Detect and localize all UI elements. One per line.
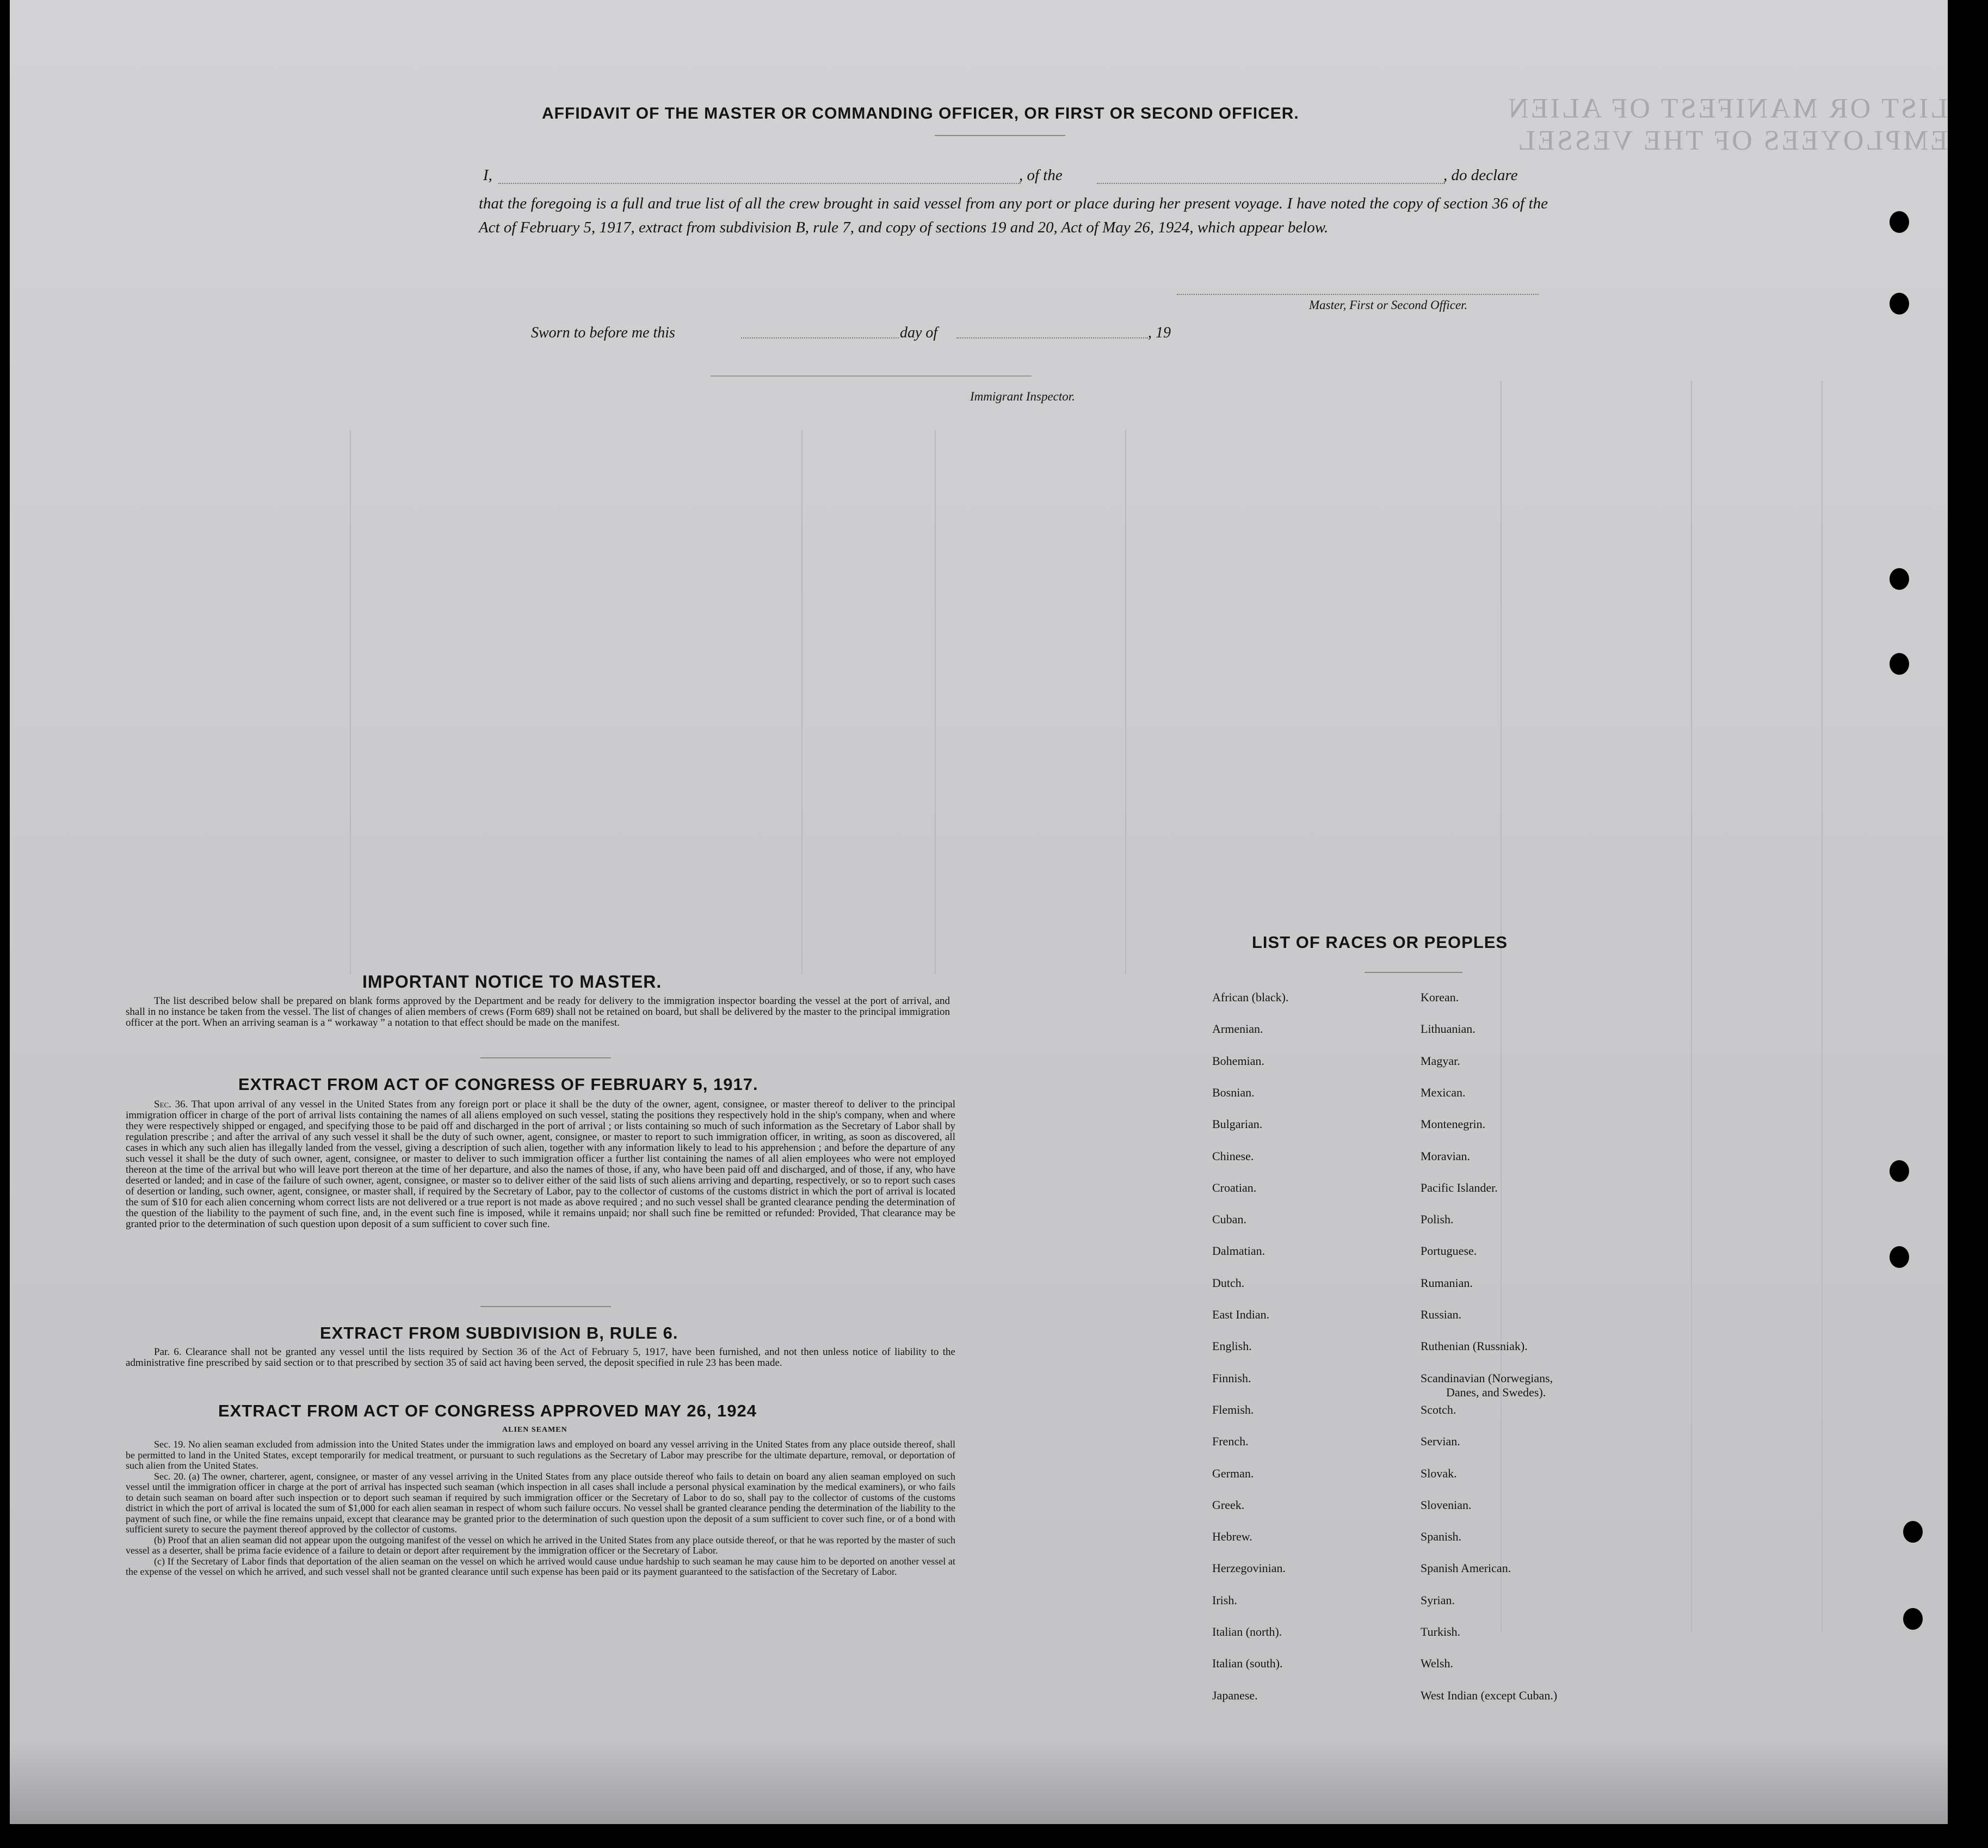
document-page <box>10 0 1948 1824</box>
sworn-day-line[interactable] <box>741 337 899 338</box>
race-list-item: West Indian (except Cuban.) <box>1421 1688 1558 1702</box>
race-list-item: Chinese. <box>1212 1149 1254 1163</box>
punch-hole <box>1903 1608 1923 1630</box>
bleed-through-column-rule <box>935 430 936 974</box>
race-list-item: Rumanian. <box>1421 1276 1473 1290</box>
affidavit-body: that the foregoing is a full and true list of all the crew brought in said vessel from any port or place during her present voyage. I have noted the copy of section 36 of the Act of February 5, 1917, extract from subdivision B, rule 7, and copy of sections 19 and 20, Act of May 26, 1924, which appear below. <box>479 195 1548 236</box>
extract-1917-title: EXTRACT FROM ACT OF CONGRESS OF FEBRUARY 5, 1917. <box>238 1075 758 1094</box>
race-list-item: Lithuanian. <box>1421 1022 1475 1036</box>
race-list-item: Dutch. <box>1212 1276 1245 1290</box>
section-36-paragraph <box>126 1099 955 1230</box>
year-label: , 19 <box>1148 324 1171 341</box>
race-list-item: Magyar. <box>1421 1054 1460 1068</box>
race-list-item: Pacific Islander. <box>1421 1180 1498 1194</box>
race-list-item: Bosnian. <box>1212 1085 1255 1099</box>
declarant-name-line[interactable] <box>498 183 1021 184</box>
race-list-item: Hebrew. <box>1212 1530 1252 1544</box>
bleed-through-column-rule <box>1125 430 1126 974</box>
alien-seamen-subtitle: ALIEN SEAMEN <box>502 1426 567 1434</box>
race-list-item: Japanese. <box>1212 1688 1258 1702</box>
race-list-item: Syrian. <box>1421 1593 1455 1607</box>
punch-hole <box>1890 211 1909 233</box>
race-list-item: Greek. <box>1212 1498 1245 1512</box>
master-signature-caption: Master, First or Second Officer. <box>1309 298 1468 312</box>
race-list-item: East Indian. <box>1212 1308 1270 1321</box>
affidavit-i-label: I, <box>483 167 492 184</box>
race-list-item: Scandinavian (Norwegians, <box>1421 1371 1553 1385</box>
extract-1924-body <box>126 1439 955 1578</box>
race-list-item: Polish. <box>1421 1212 1454 1227</box>
section-20a-paragraph: Sec. 20. (a) The owner, charterer, agent, consignee, or master of any vessel arriving in the United States from any place outside thereof who fails to detain on board any alien seaman employed on such vessel until the immigration officer in charge at the port of arrival has inspected such seaman (which inspection in all cases shall include a personal physical examination by the medical examiners), or who fails to detain such seaman on board after such inspection or to deport such seaman if required by such immigration officer or the Secretary of Labor to do so, shall pay to the collector of customs of the customs district in which the port of arrival is located the sum of $1,000 for each alien seaman in respect of whom such failure occurs. No vessel shall be granted clearance pending the determination of the liability to the payment of such fine, or while the fine remains unpaid, except that clearance may be granted prior to the determination of such question upon the deposit of a sum sufficient to cover such fine, or of a bond with sufficient surety to secure the payment thereof approved by the collector of customs. <box>126 1470 955 1535</box>
race-list-item: Flemish. <box>1212 1402 1254 1416</box>
day-of-label: day of <box>900 324 938 341</box>
race-list-item: French. <box>1212 1434 1249 1449</box>
punch-hole <box>1890 653 1909 675</box>
section-20b-paragraph: (b) Proof that an alien seaman did not appear upon the outgoing manifest of the vessel on which he arrived in the United States from any place outside thereof, or that he was reported by the master of such vessel as a deserter, shall be prima facie evidence of a failure to detain or deport after requirement by the immigration officer or the Secretary of Labor. <box>126 1534 955 1556</box>
race-list-item: Montenegrin. <box>1421 1117 1486 1131</box>
race-list-item: Russian. <box>1421 1308 1462 1321</box>
bleed-through-column-rule <box>801 430 802 974</box>
race-list-item: Servian. <box>1421 1434 1460 1449</box>
races-title-rule <box>1365 972 1462 973</box>
race-list-item: African (black). <box>1212 990 1289 1004</box>
inspector-signature-line[interactable] <box>711 375 1032 377</box>
section-36-label: Sec. 36. <box>154 1099 188 1110</box>
race-list-item: Italian (south). <box>1212 1656 1283 1671</box>
punch-hole <box>1890 1160 1909 1182</box>
punch-hole <box>1890 1246 1909 1268</box>
race-list-item: Herzegovinian. <box>1212 1561 1286 1575</box>
race-list-item: Cuban. <box>1212 1212 1246 1227</box>
race-list-item: Spanish American. <box>1421 1561 1511 1575</box>
sworn-month-line[interactable] <box>956 337 1148 338</box>
bleed-through-column-rule <box>350 430 351 974</box>
race-list-item: Mexican. <box>1421 1085 1466 1099</box>
section-20c-paragraph: (c) If the Secretary of Labor finds that deportation of the alien seaman on the vessel on which he arrived would cause undue hardship to such seaman he may cause him to be deported on another vessel at the expense of the vessel on which he arrived, and such vessel shall not be granted clearance until such expense has been paid or its payment guaranteed to the satisfaction of the Secretary of Labor. <box>126 1555 955 1577</box>
race-list-item: Scotch. <box>1421 1402 1456 1416</box>
race-list-item: Korean. <box>1421 990 1459 1004</box>
race-list-item: German. <box>1212 1466 1254 1480</box>
affidavit-of-the: , of the <box>1019 167 1063 184</box>
race-list-item: Finnish. <box>1212 1371 1251 1385</box>
section-36-text: That upon arrival of any vessel in the United States from any foreign port or place it shall be the duty of the owner, agent, consignee, or master thereof to deliver to the principal immigration officer in charge of the port of arrival lists containing the names of all aliens employed on such vessel, stating the positions they respectively hold in the ship's company, when and where they were respectively shipped or engaged, and specifying those to be paid off and discharged in the port of arrival ; or lists containing so much of such information as the Secretary of Labor shall by regulation prescribe ; and after the arrival of any such vessel it shall be the duty of such owner, agent, consignee, or master to report to such immigration officer, in writing, as soon as discovered, all cases in which any such alien has illegally landed from the vessel, giving a description of such alien, together with any information likely to lead to his apprehension ; and before the departure of any such vessel it shall be the duty of such owner, agent, consignee, or master to deliver to such immigration officer a further list containing the names of all alien employees who were not employed thereon at the time of the arrival but who will leave port thereon at the time of her departure, and also the names of those, if any, who have been paid off and discharged, and of those, if any, who have deserted or landed; and in case of the failure of such owner, agent, consignee, or master so to deliver either of the said lists of such aliens arriving and departing, respectively, or so to report such cases of desertion or landing, such owner, agent, consignee, or master shall, if required by the Secretary of Labor, pay to the collector of customs of the customs district in which the port of arrival is located the sum of $10 for each alien concerning whom correct lists are not delivered or a true report is not made as above required ; and no such vessel shall be granted clearance pending the determination of the question of the liability to the payment of such fine, and, in the event such fine is imposed, while it remains unpaid; nor shall such fine be remitted or refunded: Provided, That clearance may be granted prior to the determination of such question upon deposit of a sum sufficient to cover such fine. <box>126 1099 955 1230</box>
master-signature-line[interactable] <box>1177 294 1539 295</box>
race-list-item: Irish. <box>1212 1593 1237 1607</box>
section-divider <box>480 1306 611 1307</box>
bleed-through-column-rule <box>1691 381 1692 1633</box>
punch-hole <box>1890 568 1909 590</box>
race-list-item: Italian (north). <box>1212 1625 1282 1638</box>
rule-6-title: EXTRACT FROM SUBDIVISION B, RULE 6. <box>320 1323 678 1342</box>
race-list-item: Moravian. <box>1421 1149 1471 1163</box>
section-divider <box>480 1057 611 1058</box>
vessel-name-line[interactable] <box>1097 183 1445 184</box>
race-list-item: English. <box>1212 1339 1252 1353</box>
race-list-item: Dalmatian. <box>1212 1244 1265 1258</box>
race-list-item: Portuguese. <box>1421 1244 1477 1258</box>
sworn-label: Sworn to before me this <box>531 324 675 341</box>
race-list-item: Spanish. <box>1421 1530 1462 1544</box>
section-19-paragraph: Sec. 19. No alien seaman excluded from admission into the United States under the immigration laws and employed on board any vessel arriving in the United States from any place outside thereof, shall be permitted to land in the United States, except temporarily for medical treatment, or pursuant to such regulations as the Secretary of Labor may prescribe for the ultimate departure, removal, or deportation of such alien from the United States. <box>126 1439 955 1471</box>
notice-body <box>126 996 950 1028</box>
race-list-item-continuation: Danes, and Swedes). <box>1446 1385 1546 1399</box>
race-list-item: Bohemian. <box>1212 1054 1264 1068</box>
race-list-item: Slovenian. <box>1421 1498 1472 1512</box>
race-list-item: Turkish. <box>1421 1625 1461 1638</box>
affidavit-do-declare: , do declare <box>1443 167 1518 184</box>
races-title: LIST OF RACES OR PEOPLES <box>1252 933 1508 952</box>
affidavit-title: AFFIDAVIT OF THE MASTER OR COMMANDING OFFICER, OR FIRST OR SECOND OFFICER. <box>542 104 1299 122</box>
punch-hole <box>1890 293 1909 315</box>
affidavit-title-rule <box>935 135 1065 136</box>
race-list-item: Ruthenian (Russniak). <box>1421 1339 1528 1353</box>
notice-title: IMPORTANT NOTICE TO MASTER. <box>362 972 662 991</box>
inspector-caption: Immigrant Inspector. <box>970 390 1075 403</box>
punch-hole <box>1903 1521 1923 1543</box>
race-list-item: Croatian. <box>1212 1180 1257 1194</box>
race-list-item: Armenian. <box>1212 1022 1263 1036</box>
bleed-through-column-rule <box>1822 381 1823 1633</box>
extract-1924-title: EXTRACT FROM ACT OF CONGRESS APPROVED MAY 26, 1924 <box>218 1401 757 1420</box>
rule-6-body <box>126 1347 955 1369</box>
race-list-item: Bulgarian. <box>1212 1117 1263 1131</box>
bleed-through-column-rule <box>1501 381 1502 1633</box>
bleed-through-heading: LIST OR MANIFEST OF ALIEN EMPLOYEES OF THE VESSEL <box>1506 93 1948 156</box>
rule-6-paragraph: Par. 6. Clearance shall not be granted any vessel until the lists required by Section 36 of the Act of February 5, 1917, have been furnished, and not then unless notice of liability to the administrative fine prescribed by said section or to that prescribed by section 35 of said act having been served, the deposit specified in rule 23 has been made. <box>126 1346 955 1369</box>
race-list-item: Welsh. <box>1421 1656 1453 1671</box>
notice-paragraph: The list described below shall be prepared on blank forms approved by the Department and be ready for delivery to the immigration inspector boarding the vessel at the port of arrival, and shall in no instance be taken from the vessel. The list of changes of alien members of crews (Form 689) shall not be retained on board, but shall be delivered by the master to the principal immigration officer at the port. When an arriving seaman is a “ workaway ” a notation to that effect should be made on the manifest. <box>126 995 950 1028</box>
extract-1917-body <box>126 1099 955 1230</box>
race-list-item: Slovak. <box>1421 1466 1457 1480</box>
